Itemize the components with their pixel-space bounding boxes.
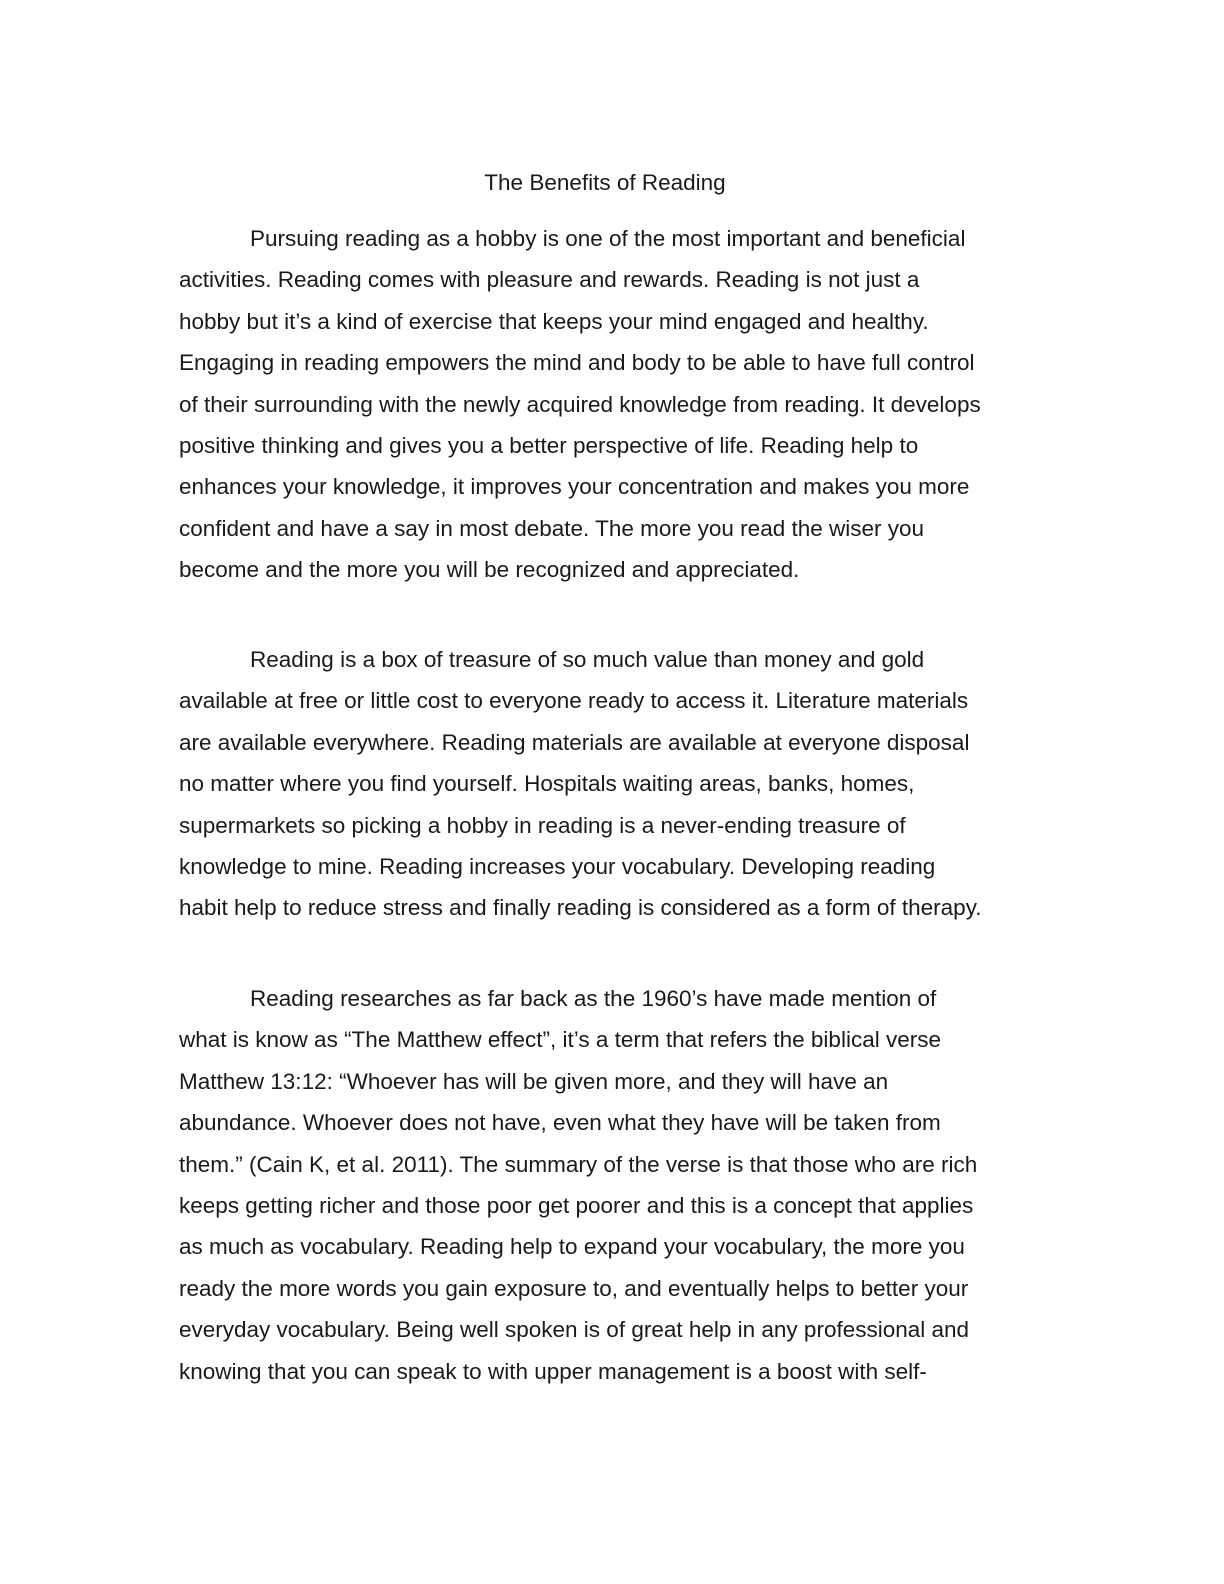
paragraph-line: knowledge to mine. Reading increases your vocabulary. Developing reading — [179, 854, 936, 880]
paragraph-line: available at free or little cost to everyone ready to access it. Literature materials — [179, 688, 969, 714]
paragraph-line: of their surrounding with the newly acquired knowledge from reading. It develops — [179, 391, 981, 417]
paragraph-1 — [179, 218, 1041, 591]
paragraph-3 — [179, 978, 1041, 1392]
paragraph-line: positive thinking and gives you a better perspective of life. Reading help to — [179, 433, 919, 459]
paragraph-line: habit help to reduce stress and finally reading is considered as a form of therapy. — [179, 895, 982, 921]
paragraph-line: abundance. Whoever does not have, even what they have will be taken from — [179, 1110, 941, 1136]
paragraph-line: Pursuing reading as a hobby is one of the most important and beneficial — [250, 226, 966, 251]
paragraph-line: Reading is a box of treasure of so much value than money and gold — [250, 647, 925, 672]
paragraph-line: as much as vocabulary. Reading help to expand your vocabulary, the more you — [179, 1234, 965, 1260]
paragraph-line: ready the more words you gain exposure to, and eventually helps to better your — [179, 1275, 969, 1301]
paragraph-line: are available everywhere. Reading materials are available at everyone disposal — [179, 729, 970, 755]
paragraph-line: no matter where you find yourself. Hospitals waiting areas, banks, homes, — [179, 771, 915, 797]
paragraph-line: enhances your knowledge, it improves your concentration and makes you more — [179, 474, 970, 500]
paragraph-line: confident and have a say in most debate. The more you read the wiser you — [179, 515, 925, 541]
paragraph-line: become and the more you will be recognized and appreciated. — [179, 557, 800, 583]
paragraph-line: activities. Reading comes with pleasure and rewards. Reading is not just a — [179, 267, 920, 293]
paragraph-2 — [179, 639, 1041, 929]
paragraph-line: supermarkets so picking a hobby in reading is a never-ending treasure of — [179, 812, 906, 838]
paragraph-line: hobby but it’s a kind of exercise that keeps your mind engaged and healthy. — [179, 308, 929, 334]
document-title: The Benefits of Reading — [484, 170, 726, 195]
paragraph-line: them.” (Cain K, et al. 2011). The summary of the verse is that those who are rich — [179, 1151, 978, 1177]
paragraph-line: Reading researches as far back as the 1960’s have made mention of — [250, 986, 937, 1011]
paragraph-line: what is know as “The Matthew effect”, it’s a term that refers the biblical verse — [179, 1027, 941, 1053]
paragraph-line: knowing that you can speak to with upper management is a boost with self- — [179, 1358, 927, 1384]
paragraph-line: everyday vocabulary. Being well spoken is of great help in any professional and — [179, 1317, 970, 1343]
paragraph-line: Engaging in reading empowers the mind and body to be able to have full control — [179, 350, 975, 376]
paragraph-line: Matthew 13:12: “Whoever has will be given more, and they will have an — [179, 1068, 889, 1094]
paragraph-line: keeps getting richer and those poor get poorer and this is a concept that applies — [179, 1193, 974, 1219]
